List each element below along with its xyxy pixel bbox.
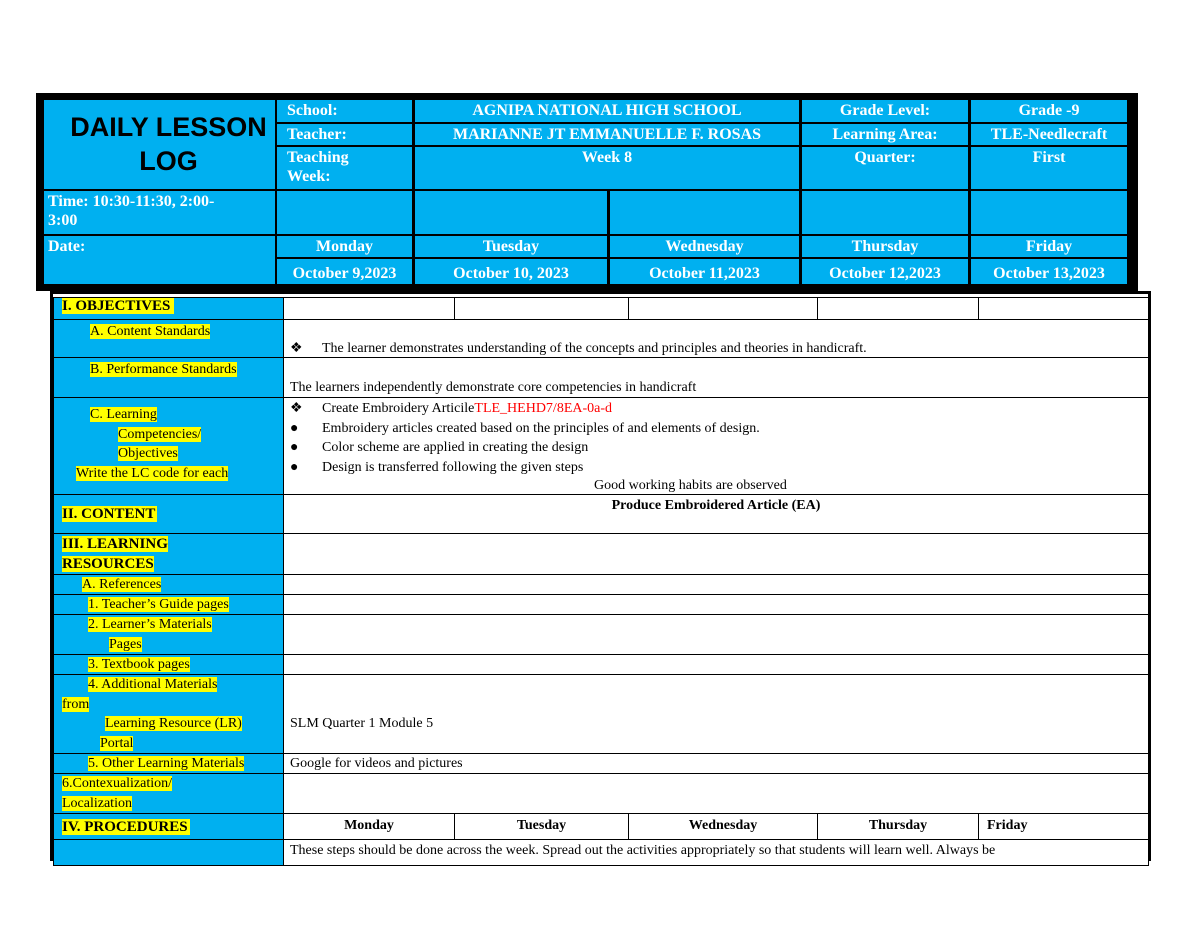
- lc-item-2: ● Embroidery articles created based on the principles of and elements of design.: [284, 419, 1148, 439]
- lesson-table: [53, 297, 1149, 866]
- ctx-label-cell: [54, 774, 284, 814]
- performance-standards-label-cell: [54, 358, 284, 398]
- day-friday: Friday: [971, 236, 1127, 257]
- am-value-cell: [284, 675, 1149, 754]
- tb-label: 3. Textbook pages: [88, 657, 190, 672]
- resources-heading-1: III. LEARNING: [62, 536, 168, 552]
- date-thursday: October 12,2023: [802, 259, 968, 284]
- am-label-2: from: [62, 696, 90, 712]
- procedures-note-cell: [284, 840, 1149, 866]
- other-value-cell: [284, 754, 1149, 774]
- date-wednesday: October 11,2023: [610, 259, 799, 284]
- lc-label-4: Write the LC code for each: [76, 465, 229, 481]
- diamond-bullet-icon: ❖: [290, 401, 303, 416]
- time-cell: Time: 10:30-11:30, 2:00- 3:00: [44, 191, 275, 234]
- page-title: DAILY LESSON LOG: [70, 112, 267, 176]
- learning-area-label: Learning Area:: [802, 124, 968, 145]
- am-label-1: 4. Additional Materials: [88, 677, 218, 692]
- content-heading: II. CONTENT: [62, 506, 156, 522]
- learning-area-value: TLE-Needlecraft: [971, 124, 1127, 145]
- tg-label: 1. Teacher’s Guide pages: [88, 597, 229, 612]
- other-label: 5. Other Learning Materials: [88, 756, 245, 771]
- time-blank-4: [802, 191, 968, 234]
- dot-bullet-icon: ●: [290, 459, 299, 475]
- time-blank-3: [610, 191, 799, 234]
- proc-day-thursday: Thursday: [818, 814, 979, 840]
- date-label: Date:: [44, 236, 275, 284]
- lc-item-3: ● Color scheme are applied in creating the design: [284, 438, 1148, 458]
- school-value: AGNIPA NATIONAL HIGH SCHOOL: [415, 100, 799, 122]
- day-thursday: Thursday: [802, 236, 968, 257]
- ctx-label-2: Localization: [62, 795, 132, 811]
- lc-label-2: Competencies/: [118, 426, 202, 442]
- grade-level-value: Grade -9: [971, 100, 1127, 122]
- lm-blank: [284, 615, 1149, 655]
- am-value: SLM Quarter 1 Module 5: [290, 716, 434, 731]
- resources-heading-cell: [54, 534, 284, 575]
- tb-blank: [284, 655, 1149, 675]
- procedures-note-left: [54, 840, 284, 866]
- other-label-cell: [54, 754, 284, 774]
- content-standards-item: [284, 340, 1148, 357]
- proc-day-wednesday: Wednesday: [629, 814, 818, 840]
- lc-item-4: ● Design is transferred following the given steps: [284, 458, 1148, 478]
- lm-label-2: Pages: [109, 636, 142, 652]
- date-friday: October 13,2023: [971, 259, 1127, 284]
- lc-item-1: ❖ Create Embroidery ArticileTLE_HEHD7/8EA-0a-d: [284, 399, 1148, 419]
- day-tuesday: Tuesday: [415, 236, 607, 257]
- obj-blank-1: [284, 298, 455, 320]
- teacher-value: MARIANNE JT EMMANUELLE F. ROSAS: [415, 124, 799, 145]
- tg-blank: [284, 595, 1149, 615]
- day-wednesday: Wednesday: [610, 236, 799, 257]
- resources-heading-2: RESOURCES: [62, 555, 154, 572]
- resources-blank: [284, 534, 1149, 575]
- procedures-note: These steps should be done across the week. Spread out the activities appropriately so that students will learn well. Always be: [290, 843, 996, 858]
- objectives-heading: I. OBJECTIVES: [62, 298, 174, 314]
- content-standards-value: The learner demonstrates understanding of the concepts and principles and theories in handicraft.: [322, 341, 867, 356]
- time-blank-5: [971, 191, 1127, 234]
- performance-standards-cell: [284, 358, 1149, 398]
- ctx-blank: [284, 774, 1149, 814]
- other-value: Google for videos and pictures: [290, 756, 463, 771]
- diamond-bullet-icon: ❖: [290, 341, 303, 356]
- procedures-heading-cell: [54, 814, 284, 840]
- content-standards-label-cell: [54, 320, 284, 358]
- time-blank-1: [277, 191, 412, 234]
- grade-level-label: Grade Level:: [802, 100, 968, 122]
- lc-code: TLE_HEHD7/8EA-0a-d: [474, 401, 613, 416]
- date-tuesday: October 10, 2023: [415, 259, 607, 284]
- obj-blank-5: [979, 298, 1149, 320]
- time-blank-2: [415, 191, 607, 234]
- lc-label-1: C. Learning: [90, 407, 157, 422]
- content-standards-label: A. Content Standards: [90, 324, 211, 339]
- content-standards-cell: [284, 320, 1149, 358]
- references-blank: [284, 575, 1149, 595]
- lm-label-cell: [54, 615, 284, 655]
- school-label: School:: [277, 100, 412, 122]
- teaching-week-value: Week 8: [415, 147, 799, 189]
- lc-label-cell: [54, 398, 284, 495]
- am-label-3: Learning Resource (LR): [105, 716, 242, 731]
- teaching-week-label: Teaching Week:: [277, 147, 412, 189]
- obj-blank-4: [818, 298, 979, 320]
- ctx-label-1: 6.Contexualization/: [62, 776, 173, 791]
- tg-label-cell: [54, 595, 284, 615]
- proc-day-monday: Monday: [284, 814, 455, 840]
- content-value-cell: [284, 495, 1149, 534]
- obj-blank-2: [455, 298, 629, 320]
- date-monday: October 9,2023: [277, 259, 412, 284]
- content-value: Produce Embroidered Article (EA): [611, 498, 821, 513]
- day-monday: Monday: [277, 236, 412, 257]
- proc-day-tuesday: Tuesday: [455, 814, 629, 840]
- references-label: A. References: [82, 577, 162, 592]
- am-label-4: Portal: [100, 735, 134, 751]
- quarter-value: First: [971, 147, 1127, 189]
- lc-label-3: Objectives: [118, 446, 178, 461]
- lm-label-1: 2. Learner’s Materials: [88, 617, 212, 632]
- proc-day-friday: Friday: [979, 814, 1149, 840]
- references-label-cell: [54, 575, 284, 595]
- teacher-label: Teacher:: [277, 124, 412, 145]
- dot-bullet-icon: ●: [290, 440, 299, 455]
- performance-standards-label: B. Performance Standards: [90, 362, 237, 377]
- quarter-label: Quarter:: [802, 147, 968, 189]
- title-cell: [44, 100, 275, 189]
- objectives-heading-cell: [54, 298, 284, 320]
- lc-cell: [284, 398, 1149, 495]
- obj-blank-3: [629, 298, 818, 320]
- lc-item-5: Good working habits are observed: [594, 478, 787, 493]
- procedures-heading: IV. PROCEDURES: [62, 819, 188, 835]
- am-label-cell: [54, 675, 284, 754]
- performance-standards-value: The learners independently demonstrate core competencies in handicraft: [290, 380, 697, 395]
- tb-label-cell: [54, 655, 284, 675]
- content-heading-cell: [54, 495, 284, 534]
- dot-bullet-icon: ●: [290, 420, 299, 436]
